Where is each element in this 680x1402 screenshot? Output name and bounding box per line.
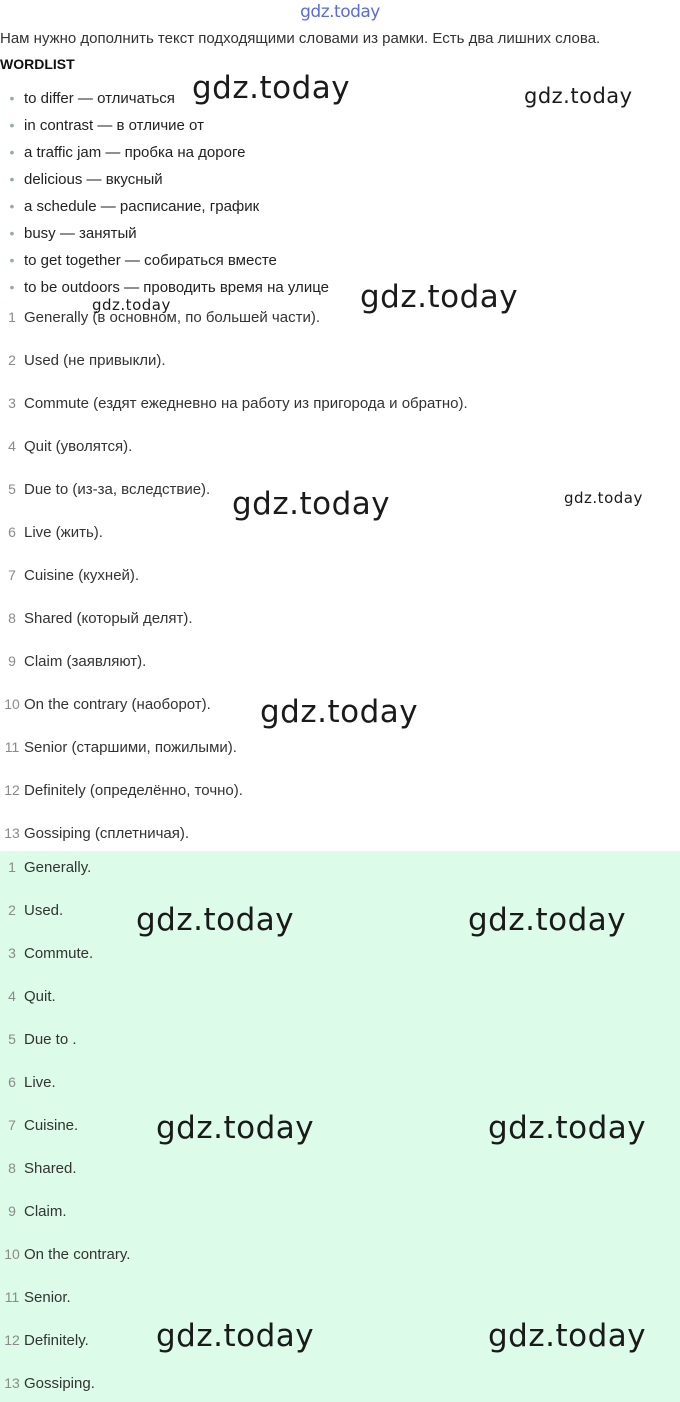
answer-row	[0, 567, 139, 589]
wordlist-item-text: to be outdoors — проводить время на улице	[24, 279, 329, 296]
answer-number: 3	[8, 945, 16, 961]
answer-text: Gossiping.	[24, 1375, 95, 1392]
final-answer-row	[0, 1289, 71, 1311]
answer-number: 3	[8, 395, 16, 411]
watermark: gdz.today	[564, 489, 643, 507]
answer-number: 12	[4, 782, 20, 798]
wordlist-item	[0, 225, 137, 245]
answer-number: 12	[4, 1332, 20, 1348]
answer-row	[0, 610, 193, 632]
answer-number: 5	[8, 1031, 16, 1047]
answer-number: 7	[8, 1117, 16, 1133]
answer-text: On the contrary (наоборот).	[24, 696, 211, 713]
wordlist-item	[0, 90, 175, 110]
final-answer-row	[0, 1117, 78, 1139]
answer-text: Shared (который делят).	[24, 610, 193, 627]
answer-row	[0, 739, 237, 761]
answer-number: 2	[8, 352, 16, 368]
answer-number: 8	[8, 1160, 16, 1176]
answer-row	[0, 395, 468, 417]
answer-text: Generally (в основном, по большей части).	[24, 309, 321, 326]
final-answer-row	[0, 1203, 67, 1225]
wordlist-item-text: to differ — отличаться	[24, 90, 175, 107]
answer-row	[0, 438, 132, 460]
bullet-icon: •	[9, 198, 15, 214]
wordlist-item-text: delicious — вкусный	[24, 171, 163, 188]
answer-row	[0, 481, 210, 503]
answer-number: 11	[4, 739, 20, 755]
answer-number: 4	[8, 438, 16, 454]
wordlist-item	[0, 252, 277, 272]
watermark: gdz.today	[156, 1318, 315, 1354]
final-answer-row	[0, 859, 91, 881]
answer-text: Quit.	[24, 988, 56, 1005]
wordlist-heading: WORDLIST	[0, 56, 75, 72]
watermark: gdz.today	[260, 694, 419, 730]
wordlist-item-text: a schedule — расписание, график	[24, 198, 260, 215]
answer-text: Gossiping (сплетничая).	[24, 825, 190, 842]
answer-number: 1	[8, 309, 16, 325]
answer-text: Commute (ездят ежедневно на работу из пригорода и обратно).	[24, 395, 468, 412]
answer-text: Commute.	[24, 945, 94, 962]
final-answer-row	[0, 945, 93, 967]
final-answer-row	[0, 1375, 95, 1397]
final-answer-row	[0, 1246, 130, 1268]
wordlist-item	[0, 117, 204, 137]
answer-text: On the contrary.	[24, 1246, 131, 1263]
final-answer-row	[0, 1074, 56, 1096]
watermark: gdz.today	[232, 486, 391, 522]
answer-number: 10	[4, 696, 20, 712]
wordlist-item	[0, 144, 245, 164]
answer-number: 13	[4, 825, 20, 841]
answer-number: 13	[4, 1375, 20, 1391]
watermark: gdz.today	[488, 1318, 647, 1354]
answer-row	[0, 782, 243, 804]
answer-text: Due to .	[24, 1031, 77, 1048]
final-answer-row	[0, 1160, 77, 1182]
answer-row	[0, 696, 211, 718]
answer-text: Claim.	[24, 1203, 67, 1220]
answer-number: 7	[8, 567, 16, 583]
answer-text: Used.	[24, 902, 64, 919]
answer-number: 10	[4, 1246, 20, 1262]
bullet-icon: •	[9, 90, 15, 106]
final-answer-row	[0, 1031, 77, 1053]
site-logo: gdz.today	[300, 2, 380, 22]
answer-number: 9	[8, 653, 16, 669]
answer-row	[0, 653, 146, 675]
wordlist-item-text: in contrast — в отличие от	[24, 117, 204, 134]
answer-number: 2	[8, 902, 16, 918]
wordlist-item	[0, 198, 259, 218]
wordlist-item-text: to get together — собираться вместе	[24, 252, 277, 269]
wordlist-item	[0, 171, 163, 191]
answer-text: Used (не привыкли).	[24, 352, 166, 369]
answer-text: Live.	[24, 1074, 56, 1091]
bullet-icon: •	[9, 279, 15, 295]
answer-text: Quit (уволятся).	[24, 438, 133, 455]
answer-number: 5	[8, 481, 16, 497]
final-answer-row	[0, 1332, 89, 1354]
answer-text: Definitely.	[24, 1332, 89, 1349]
wordlist-item-text: a traffic jam — пробка на дороге	[24, 144, 246, 161]
answer-row	[0, 524, 103, 546]
answer-text: Senior.	[24, 1289, 71, 1306]
answer-number: 1	[8, 859, 16, 875]
answer-text: Due to (из-за, вследствие).	[24, 481, 211, 498]
answer-number: 11	[4, 1289, 20, 1305]
watermark: gdz.today	[92, 296, 171, 314]
answer-text: Shared.	[24, 1160, 77, 1177]
answer-number: 6	[8, 1074, 16, 1090]
watermark: gdz.today	[488, 1110, 647, 1146]
watermark: gdz.today	[524, 84, 633, 108]
answer-number: 4	[8, 988, 16, 1004]
answer-text: Generally.	[24, 859, 92, 876]
answer-text: Senior (старшими, пожилыми).	[24, 739, 237, 756]
bullet-icon: •	[9, 144, 15, 160]
answer-text: Definitely (определённо, точно).	[24, 782, 243, 799]
bullet-icon: •	[9, 171, 15, 187]
answer-text: Live (жить).	[24, 524, 103, 541]
answer-number: 8	[8, 610, 16, 626]
watermark: gdz.today	[360, 279, 519, 315]
final-answer-row	[0, 988, 56, 1010]
bullet-icon: •	[9, 225, 15, 241]
answer-text: Cuisine.	[24, 1117, 79, 1134]
watermark: gdz.today	[192, 70, 351, 106]
watermark: gdz.today	[136, 902, 295, 938]
final-answer-row	[0, 902, 63, 924]
answer-row	[0, 352, 166, 374]
bullet-icon: •	[9, 252, 15, 268]
answer-text: Cuisine (кухней).	[24, 567, 140, 584]
watermark: gdz.today	[468, 902, 627, 938]
task-instruction: Нам нужно дополнить текст подходящими словами из рамки. Есть два лишних слова.	[0, 30, 601, 47]
answer-text: Claim (заявляют).	[24, 653, 147, 670]
bullet-icon: •	[9, 117, 15, 133]
answer-row	[0, 825, 189, 847]
answer-number: 9	[8, 1203, 16, 1219]
watermark: gdz.today	[156, 1110, 315, 1146]
wordlist-item-text: busy — занятый	[24, 225, 137, 242]
answer-number: 6	[8, 524, 16, 540]
